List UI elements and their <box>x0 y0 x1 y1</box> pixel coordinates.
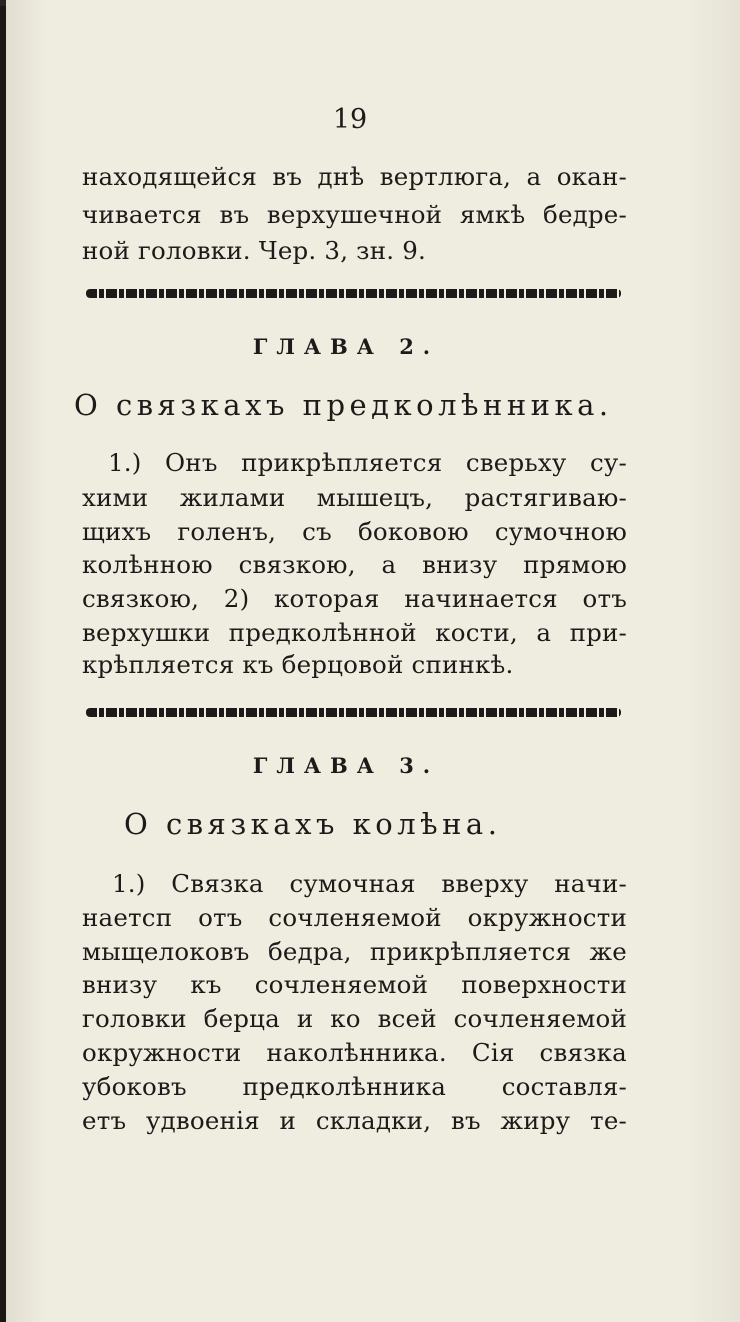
text-line: 1.) Связка сумочная вверху начи- <box>112 869 627 898</box>
text-line: окружности наколѣнника. Сія связка <box>82 1038 627 1067</box>
text-line: внизу къ сочленяемой поверхности <box>82 970 627 999</box>
text-line: 1.) Онъ прикрѣпляется сверьху су- <box>108 448 627 477</box>
text-line: крѣпляется къ берцовой спинкѣ. <box>82 650 514 679</box>
text-line: связкою, 2) которая начинается отъ <box>82 584 627 613</box>
text-line: убоковъ предколѣнника составля- <box>82 1072 627 1101</box>
chapter-label: ГЛАВА 2. <box>252 334 440 359</box>
text-line: щихъ голенъ, съ боковою сумочною <box>82 517 627 546</box>
chapter-title: О связкахъ колѣна. <box>124 807 502 841</box>
chapter-label: ГЛАВА 3. <box>252 753 440 778</box>
text-line: головки берца и ко всей сочленяемой <box>82 1004 627 1033</box>
text-line: находящейся въ днѣ вертлюга, а окан- <box>82 162 627 191</box>
text-line: чивается въ верхушечной ямкѣ бедре- <box>82 200 627 229</box>
text-line: ной головки. Чер. 3, зн. 9. <box>82 236 427 265</box>
page-number: 19 <box>332 104 368 135</box>
text-line: хими жилами мышецъ, растягиваю- <box>82 483 627 512</box>
book-page <box>6 0 740 1322</box>
text-line: верхушки предколѣнной кости, а при- <box>82 618 627 647</box>
chapter-title: О связкахъ предколѣнника. <box>74 388 613 422</box>
text-line: етъ удвоенія и складки, въ жиру те- <box>82 1106 627 1135</box>
ornamental-rule <box>86 289 621 298</box>
text-line: наетсп отъ сочленяемой окружности <box>82 903 627 932</box>
text-line: мыщелоковъ бедра, прикрѣпляется же <box>82 937 627 966</box>
text-line: колѣнною связкою, а внизу прямою <box>82 550 627 579</box>
ornamental-rule <box>86 708 621 717</box>
